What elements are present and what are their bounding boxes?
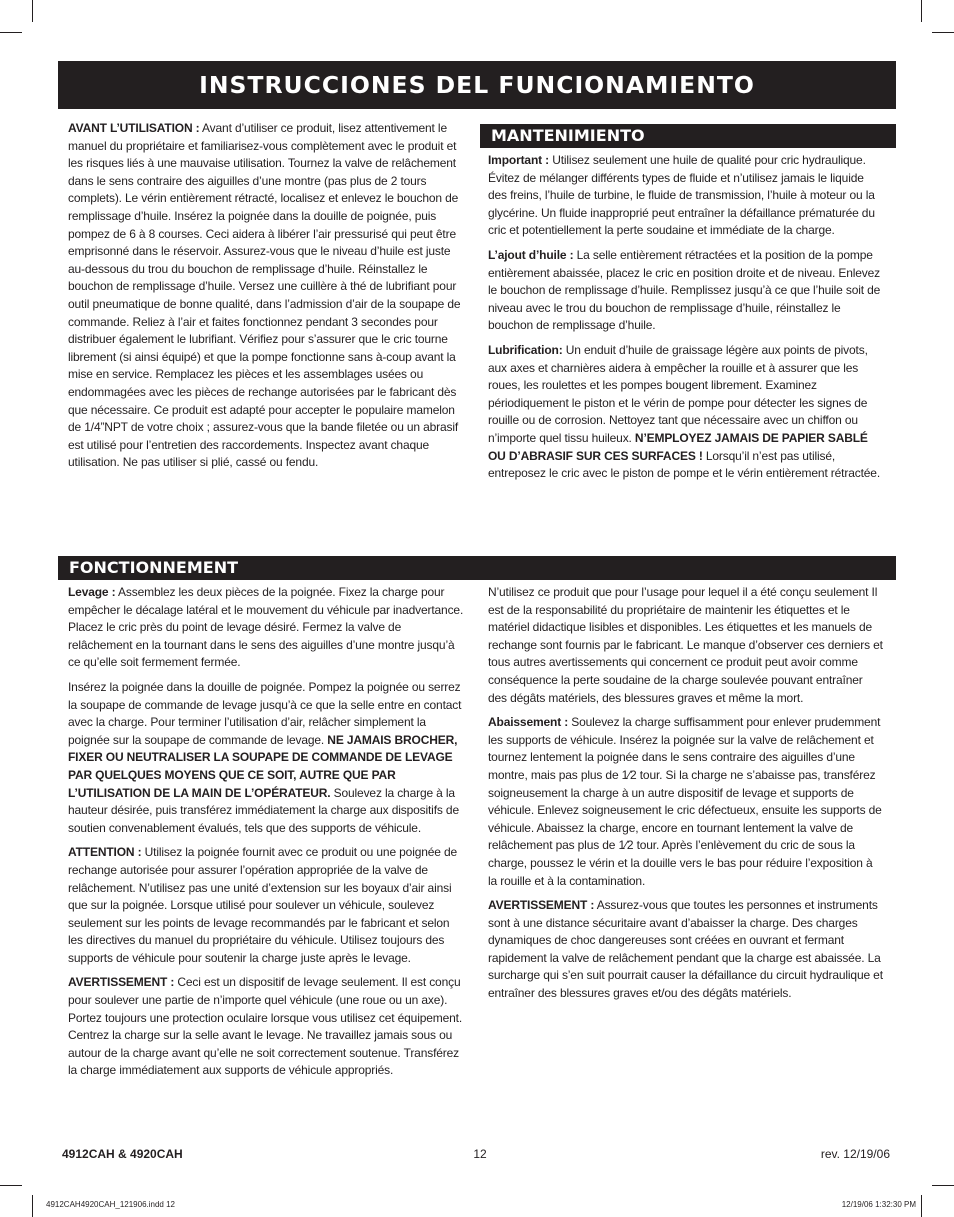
crop-mark [921, 1195, 922, 1217]
crop-mark [32, 0, 33, 22]
footer-model: 4912CAH & 4920CAH [62, 1147, 183, 1161]
warning-label: AVERTISSEMENT : [68, 975, 175, 990]
important-label: Important : [488, 153, 550, 167]
lubrication-tail: Lorsqu’il n’est pas utilisé, entreposez le cric avec le piston de pompe et le vérin entièrement rétractée. [488, 448, 880, 481]
footer-revision: rev. 12/19/06 [820, 1147, 890, 1161]
oil-label: L’ajout d’huile : [488, 247, 574, 262]
operation-right-column [488, 584, 884, 1010]
attention-paragraph [68, 844, 464, 967]
attention-text: Utilisez la poignée fournit avec ce produit ou une poignée de rechange autorisée pour assurer l’opération appropriée de la valve de relâchement. N’utilisez pas une unité d’extension sur les boyaux d’air ainsi que sur la poignée. Lorsque utilisé pour soulever un véhicule, soulevez seulement sur les points de levage recommandés par le fabricant et selon les directives du manuel du propriétaire du véhicule. Utilisez toujours des supports de véhicule pour soutenir la charge juste après le levage. [68, 845, 458, 965]
crop-mark [0, 32, 22, 33]
before-use-label: AVANT L’UTILISATION : [68, 121, 200, 135]
warning-paragraph [488, 897, 884, 1003]
lubrication-warning: N’EMPLOYEZ JAMAIS DE PAPIER SABLÉ OU D’ABRASIF SUR CES SURFACES ! [488, 430, 868, 463]
lubrication-label: Lubrification: [488, 342, 563, 357]
insert-text: Insérez la poignée dans la douille de poignée. Pompez la poignée ou serrez la soupape de commande de levage jusqu’à ce que la selle entre en contact avec la charge. Pour terminer l’utilisation d’air, relâcher simplement la poignée sur la soupape de commande de levage. [68, 679, 462, 747]
before-use-paragraph [68, 120, 464, 472]
maintenance-heading: MANTENIMIENTO [480, 124, 896, 148]
insert-tail: Soulevez la charge à la hauteur désirée, puis transférez immédiatement la charge aux dispositifs de soutien convenablement évalués, tels que des supports de véhicule. [68, 785, 459, 835]
maintenance-section [488, 152, 884, 490]
operation-heading: FONCTIONNEMENT [58, 556, 896, 580]
warning-label: AVERTISSEMENT : [488, 898, 595, 913]
lubrication-text: Un enduit d’huile de graissage légère aux points de pivots, aux axes et charnières aidera à empêcher la rouille et à assurer que les roues, les roulettes et les pompes bougent librement. Examinez périodiquement le piston et le vérin de pompe pour détecter les signes de rouille ou de corrosion. Nettoyez tant que nécessaire avec un chiffon ou n’importe quel tissu huileux. [488, 342, 868, 445]
slug-filename: 4912CAH4920CAH_121906.indd 12 [46, 1200, 175, 1209]
crop-mark [0, 1185, 22, 1186]
attention-label: ATTENTION : [68, 845, 142, 860]
before-use-section [68, 120, 464, 479]
page-number: 12 [473, 1147, 487, 1161]
lift-label: Levage : [68, 585, 116, 599]
warning-text: Ceci est un dispositif de levage seulement. Il est conçu pour soulever une partie de n’importe quel véhicule (une roue ou un axe). Portez toujours une protection oculaire lorsque vous utilisez cet équipement. Centrez la charge sur la selle avant le levage. Ne travaillez jamais sous ou autour de la charge avant qu’elle ne soit correctement soutenue. Transférez la charge immédiatement aux supports de véhicule appropriés. [68, 975, 463, 1078]
warning-paragraph [68, 974, 464, 1080]
page-title: INSTRUCCIONES DEL FUNCIONAMIENTO [58, 61, 896, 109]
oil-paragraph [488, 247, 884, 335]
lowering-text: Soulevez la charge suffisamment pour enlever prudemment les supports de véhicule. Insérez la poignée sur la valve de relâchement et tournez lentement la poignée dans le sens contraire des aiguilles d’une montre, mais pas plus de 1⁄2 tour. Si la charge ne s’abaisse pas, transférez soigneusement la charge à un autre dispositif de levage et supports de véhicule. Enlevez soigneusement le cric défectueux, ensuite les supports de véhicule. Abaissez la charge, encore en tournant lentement la valve de relâchement pas plus de 1⁄2 tour. Après l’enlèvement du cric de sous la charge, poussez le vérin et la douille vers le bas pour réduire l’exposition à la rouille et à la contamination. [488, 715, 882, 888]
insert-paragraph [68, 679, 464, 837]
crop-mark [932, 1185, 954, 1186]
use-text: N’utilisez ce produit que pour l’usage pour lequel il a été conçu seulement Il est de la responsabilité du propriétaire de maintenir les étiquettes et le matériel didactique lisibles et disponibles. Les étiquettes et les manuels de rechange sont fournis par le fabricant. Le manque d’observer ces derniers et tous autres avertissements qui concernent ce produit peut avoir comme conséquence la perte soudaine de la charge soulevée pouvant entraîner des dégâts matériels, des blessures graves et même la mort. [488, 585, 883, 705]
crop-mark [932, 32, 954, 33]
before-use-text: Avant d’utiliser ce produit, lisez attentivement le manuel du propriétaire et familiarisez-vous complètement avec le produit et les risques liés à une mauvaise utilisation. Tournez la valve de relâchement dans le sens contraire des aiguilles d’une montre (pas plus de 2 tours complets). Le vérin entièrement rétracté, localisez et enlevez le bouchon de remplissage d’huile. Insérez la poignée dans la douille de poignée, puis pompez de 6 à 8 courses. Ceci aidera à libérer l’air pressurisé qui peut être emprisonné dans le réservoir. Assurez-vous que le niveau d’huile est juste au-dessous du trou du bouchon de remplissage d’huile. Réinstallez le bouchon de remplissage d’huile. Versez une cuillère à thé de lubrifiant pour outil pneumatique de bonne qualité, dans l’admission d’air de la soupape de commande. Reliez à l’air et faites fonctionnez pendant 3 secondes pour distribuer également le lubrifiant. Vérifiez pour s’assurer que le cric tourne librement (si ainsi équipé) et que la pompe fonctionne sans à-coup avant la mise en service. Remplacez les pièces et les assemblages usées ou endommagées avec les pièces de rechange autorisées par le fabricant dès que nécessaire. Ce produit est adapté pour accepter le populaire mamelon de 1/4”NPT de votre choix ; assurez-vous que la bande filetée ou un abrasif est utilisé pour l’entretien des raccordements. Inspectez avant chaque utilisation. Ne pas utiliser si plié, cassé ou fendu. [68, 121, 461, 470]
lubrication-paragraph [488, 342, 884, 483]
use-paragraph [488, 584, 884, 707]
important-text: Utilisez seulement une huile de qualité pour cric hydraulique. Évitez de mélanger différents types de fluide et n’utilisez jamais le liquide des freins, l’huile de turbine, le fluide de transmission, l’huile à moteur ou la glycérine. Un fluide inapproprié peut entraîner la défaillance prématurée du cric et potentiellement la perte soudaine et immédiate de la charge. [488, 153, 875, 238]
warning-text: Assurez-vous que toutes les personnes et instruments sont à une distance sécuritaire avant d’abaisser la charge. Des charges dynamiques de choc dangereuses sont créées en ouvrant et fermant rapidement la valve de relâchement pendant que la charge est abaissée. La surcharge qui s’en suit pourrait causer la défaillance du circuit hydraulique et entraîner des blessures graves et/ou des dégâts matériels. [488, 898, 883, 1001]
lift-text: Assemblez les deux pièces de la poignée. Fixez la charge pour empêcher le décalage latéral et le mouvement du véhicule par inadvertance. Placez le cric près du point de levage désiré. Fermez la valve de relâchement en la tournant dans le sens des aiguilles d’une montre jusqu’à ce qu’elle soit fermement fermée. [68, 585, 464, 670]
slug-timestamp: 12/19/06 1:32:30 PM [841, 1200, 916, 1209]
operation-left-column [68, 584, 464, 1087]
important-paragraph [488, 152, 884, 240]
oil-text: La selle entièrement rétractées et la position de la pompe entièrement abaissée, placez le cric en position droite et de niveau. Enlevez le bouchon de remplissage d’huile. Remplissez jusqu’à ce que l’huile soit de niveau avec le trou du bouchon de remplissage d’huile, réinstallez le bouchon de remplissage d’huile. [488, 247, 881, 333]
lift-paragraph [68, 584, 464, 672]
insert-warning: NE JAMAIS BROCHER, FIXER OU NEUTRALISER LA SOUPAPE DE COMMANDE DE LEVAGE PAR QUELQUES MOYENS QUE CE SOIT, AUTRE QUE PAR L’UTILISATION DE LA MAIN DE L’OPÉRATEUR. [68, 732, 458, 800]
crop-mark [921, 0, 922, 22]
lowering-paragraph [488, 714, 884, 890]
lowering-label: Abaissement : [488, 715, 569, 730]
crop-mark [32, 1195, 33, 1217]
